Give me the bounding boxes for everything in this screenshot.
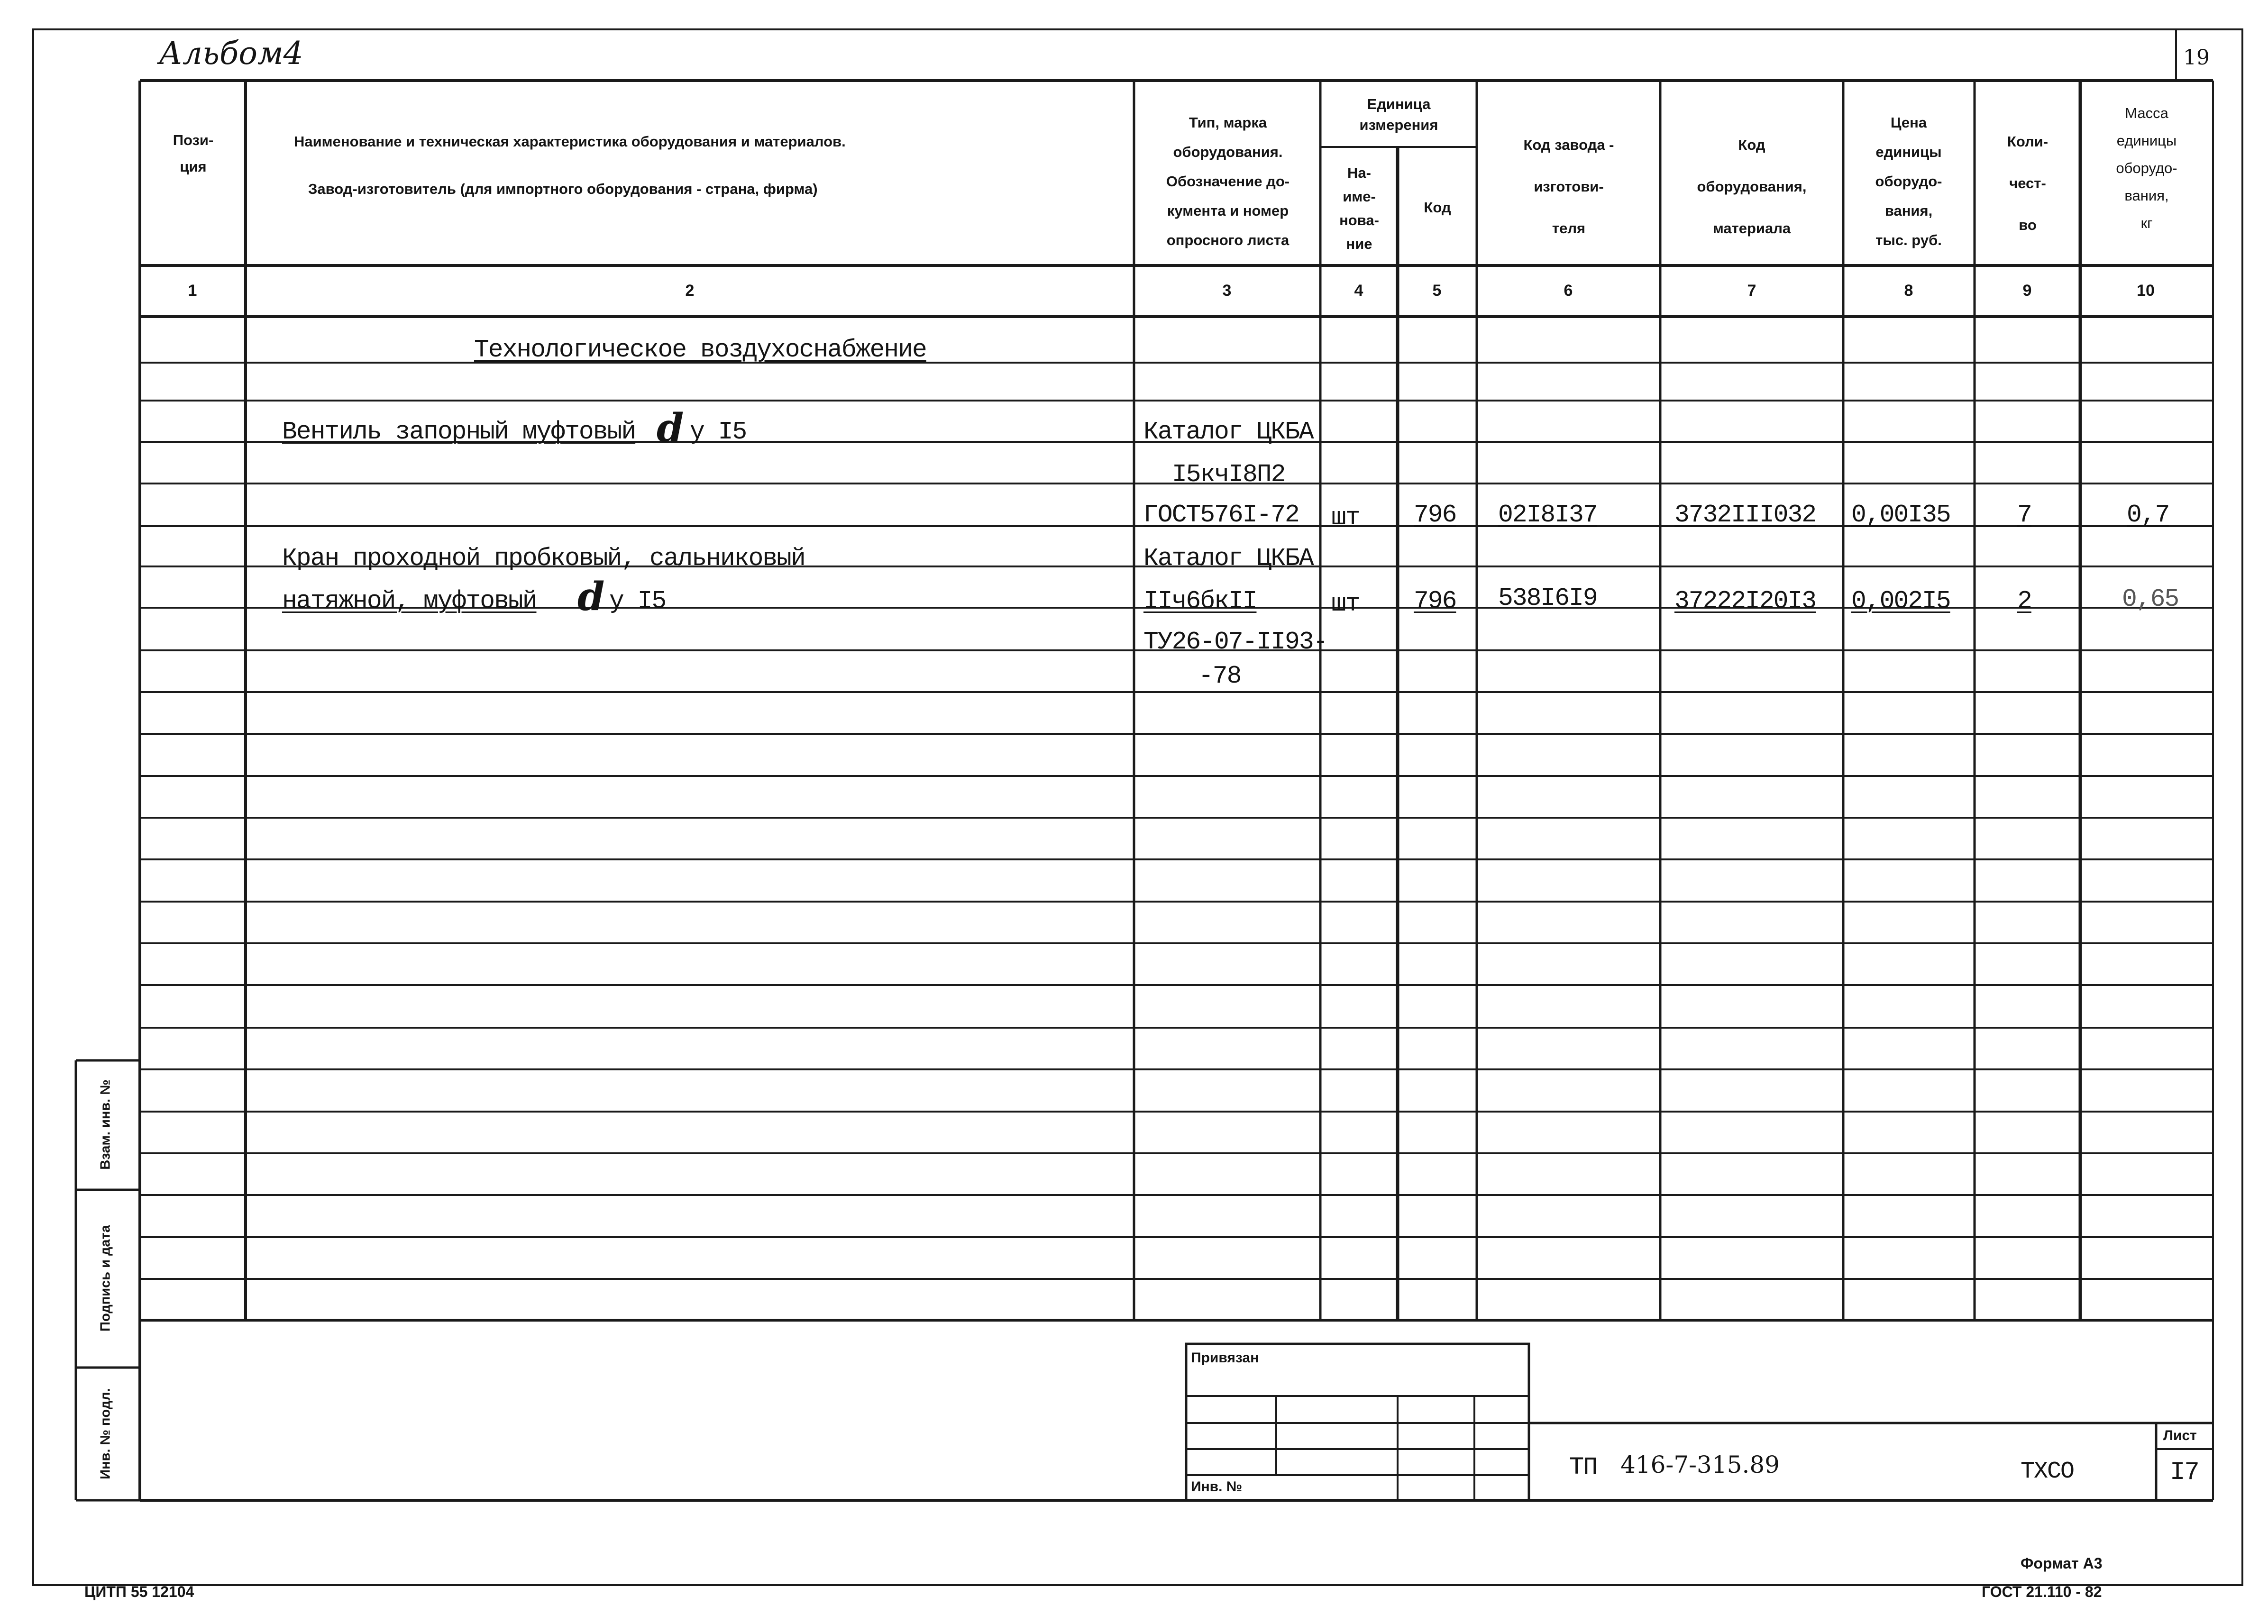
item1-equipment-code: 3732III032 bbox=[1674, 501, 1816, 529]
gost-label: ГОСТ 21.110 - 82 bbox=[1982, 1583, 2102, 1600]
stamp-privyazan: Привязан bbox=[1191, 1350, 1259, 1366]
header-position: Пози- ция bbox=[173, 132, 214, 175]
album-label: Альбом4 bbox=[159, 35, 303, 72]
side-label-podpis: Подпись и дата bbox=[98, 1225, 113, 1332]
item1-du: у I5 bbox=[690, 418, 747, 446]
item1-qty: 7 bbox=[2017, 501, 2031, 529]
col-number-7: 7 bbox=[1747, 282, 1756, 300]
sheet-number: I7 bbox=[2170, 1458, 2199, 1487]
item2-mass: 0,65 bbox=[2122, 585, 2179, 613]
stamp-inv-no: Инв. № bbox=[1191, 1479, 1243, 1495]
header-name-line2: Завод-изготовитель (для импортного оборудования - страна, фирма) bbox=[308, 181, 818, 197]
side-label-inv: Инв. № подл. bbox=[98, 1388, 113, 1479]
col-number-8: 8 bbox=[1904, 282, 1913, 300]
item1-type-line3: ГОСТ576I-72 bbox=[1143, 501, 1299, 529]
item2-name-line1: Кран проходной пробковый, сальниковый bbox=[282, 544, 805, 573]
header-mass: Масса единицы оборудо- вания, кг bbox=[2116, 105, 2177, 231]
header-type: Тип, марка оборудования. Обозначение до- кумента и номер опросного листа bbox=[1166, 114, 1290, 248]
printer-label: ЦИТП 55 12104 bbox=[84, 1583, 194, 1600]
header-unit-name: На- име- нова- ние bbox=[1339, 164, 1379, 252]
col-number-2: 2 bbox=[685, 282, 695, 300]
item1-type-line2: I5кчI8П2 bbox=[1172, 460, 1285, 489]
item1-name: Вентиль запорный муфтовый bbox=[282, 418, 636, 446]
item1-type-line1: Каталог ЦКБА bbox=[1143, 418, 1313, 446]
header-factory-code: Код завода - изготови- теля bbox=[1523, 137, 1614, 237]
col-number-4: 4 bbox=[1354, 282, 1363, 300]
item1-factory-code: 02I8I37 bbox=[1498, 501, 1597, 529]
item2-equipment-code: 37222I20I3 bbox=[1674, 587, 1816, 615]
item1-du-symbol: d bbox=[657, 405, 684, 451]
col-number-9: 9 bbox=[2022, 282, 2032, 300]
item1-unit-name: шт bbox=[1331, 503, 1360, 532]
header-price: Цена единицы оборудо- вания, тыс. руб. bbox=[1875, 114, 1942, 248]
item2-du-symbol: d bbox=[577, 574, 605, 620]
item2-type-line2: IIч6бкII bbox=[1143, 587, 1257, 615]
doc-mark: ТХСО bbox=[2021, 1458, 2074, 1485]
col-number-10: 10 bbox=[2137, 282, 2155, 300]
item2-factory-code: 538I6I9 bbox=[1498, 584, 1597, 612]
item2-price: 0,002I5 bbox=[1851, 587, 1950, 615]
col-number-3: 3 bbox=[1222, 282, 1232, 300]
header-unit-code: Код bbox=[1424, 199, 1451, 216]
item2-type-line4: -78 bbox=[1198, 662, 1241, 690]
sheet-label: Лист bbox=[2163, 1428, 2197, 1443]
item2-du: у I5 bbox=[609, 587, 666, 615]
item2-unit-name: шт bbox=[1331, 590, 1360, 618]
item2-unit-code: 796 bbox=[1414, 587, 1456, 615]
sheet-border bbox=[33, 29, 2242, 1585]
doc-code-number: 416-7-315.89 bbox=[1620, 1451, 1780, 1478]
item1-mass: 0,7 bbox=[2127, 501, 2169, 529]
page-number: 19 bbox=[2183, 46, 2210, 70]
col-number-1: 1 bbox=[188, 282, 197, 300]
item1-unit-code: 796 bbox=[1414, 501, 1456, 529]
header-name-line1: Наименование и техническая характеристика оборудования и материалов. bbox=[294, 133, 846, 150]
item1-price: 0,00I35 bbox=[1851, 501, 1950, 529]
col-number-5: 5 bbox=[1432, 282, 1442, 300]
col-number-6: 6 bbox=[1564, 282, 1573, 300]
item2-qty: 2 bbox=[2017, 587, 2031, 615]
section-title: Технологическое воздухоснабжение bbox=[474, 336, 926, 364]
item2-type-line3: ТУ26-07-II93- bbox=[1143, 628, 1327, 656]
header-unit: Единица измерения bbox=[1359, 96, 1438, 133]
header-equipment-code: Код оборудования, материала bbox=[1697, 137, 1807, 237]
item2-name-line2: натяжной, муфтовый bbox=[282, 587, 537, 615]
item2-type-line1: Каталог ЦКБА bbox=[1143, 544, 1313, 573]
doc-code-prefix: ТП bbox=[1569, 1453, 1597, 1481]
header-quantity: Коли- чест- во bbox=[2007, 133, 2049, 233]
format-label: Формат А3 bbox=[2021, 1555, 2103, 1572]
side-label-vzam: Взам. инв. № bbox=[98, 1079, 113, 1170]
